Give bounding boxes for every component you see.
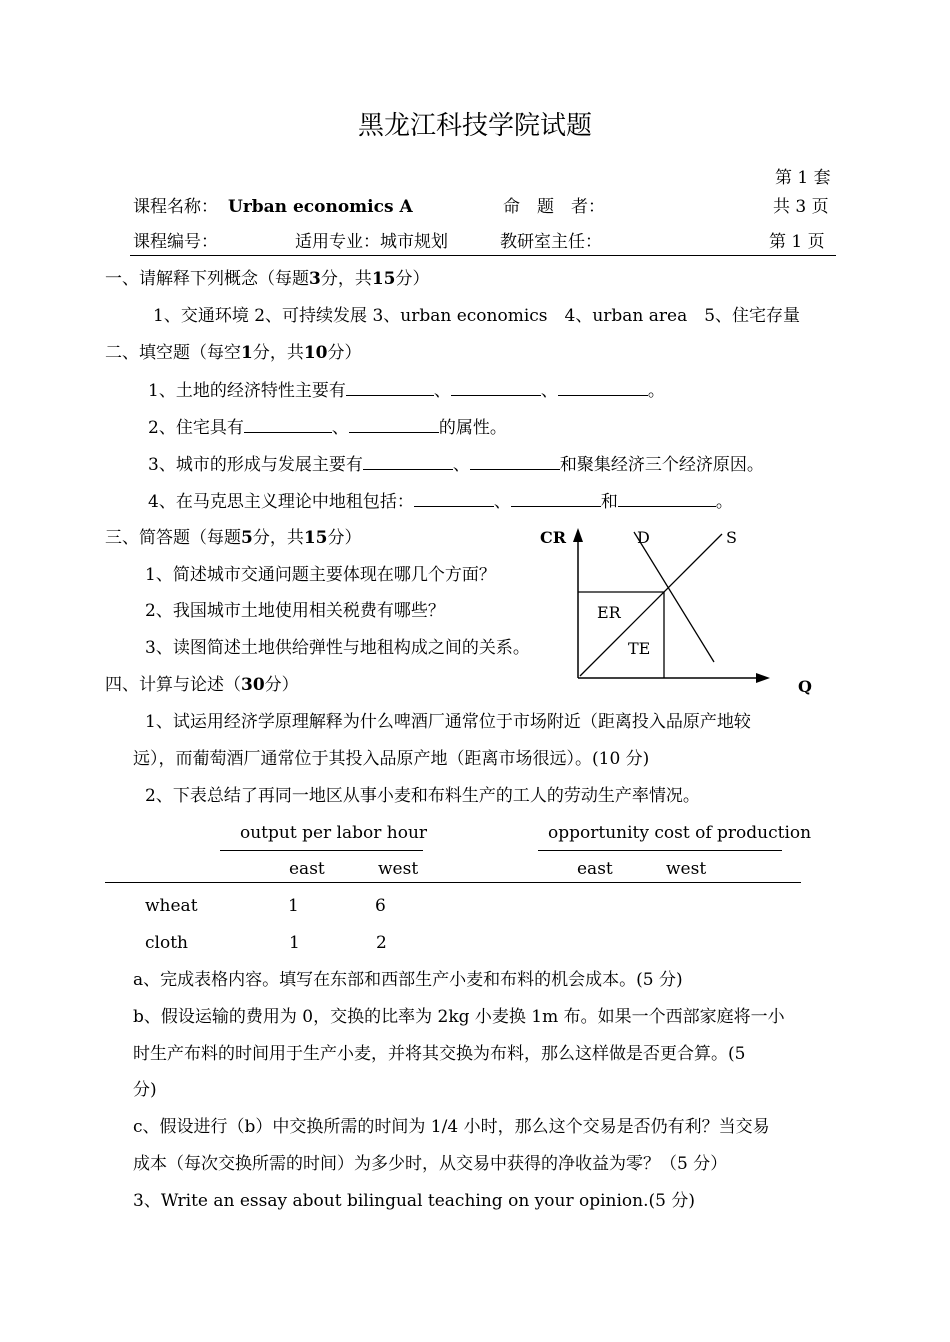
sub-question-c-line-2: 成本（每次交换所需的时间）为多少时，从交易中获得的净收益为零？（5 分） [133, 1154, 728, 1174]
x-axis-label: Q [798, 677, 812, 696]
section-3-heading: 三、简答题（每题5分，共15分） [105, 528, 362, 548]
table-subheader: east [289, 859, 325, 879]
section-4-heading: 四、计算与论述（30分） [105, 675, 299, 695]
sub-question-a: a、完成表格内容。填写在东部和西部生产小麦和布料的机会成本。(5 分) [133, 970, 683, 990]
y-axis-arrow [573, 528, 583, 542]
answer-blank[interactable] [470, 453, 560, 470]
answer-blank[interactable] [558, 379, 648, 396]
fill-question-3: 3、城市的形成与发展主要有 、 和聚集经济三个经济原因。 [148, 455, 764, 475]
essay-question-1-line-2: 远），而葡萄酒厂通常位于其投入品原产地（距离市场很远）。(10 分) [133, 749, 650, 769]
sub-question-b-line-3: 分) [133, 1080, 157, 1100]
table-cell: 1 [289, 933, 300, 953]
answer-blank[interactable] [363, 453, 453, 470]
header-divider [130, 255, 836, 256]
sub-question-c-line-1: c、假设进行（b）中交换所需的时间为 1/4 小时，那么这个交易是否仍有利？当交易 [133, 1117, 770, 1137]
answer-blank[interactable] [511, 490, 601, 507]
essay-question-3: 3、Write an essay about bilingual teaching on your opinion.(5 分) [133, 1191, 695, 1211]
short-question-1: 1、简述城市交通问题主要体现在哪几个方面？ [145, 565, 496, 585]
page-label: 第 1 页 [769, 232, 825, 252]
fill-question-1: 1、土地的经济特性主要有 、 、 。 [148, 381, 665, 401]
answer-blank[interactable] [346, 379, 434, 396]
essay-question-1-line-1: 1、试运用经济学原理解释为什么啤酒厂通常位于市场附近（距离投入品原产地较 [145, 712, 751, 732]
short-question-3: 3、读图简述土地供给弹性与地租构成之间的关系。 [145, 638, 530, 658]
table-subheader: east [577, 859, 613, 879]
director-label: 教研室主任： [500, 232, 602, 252]
group-underline [220, 850, 423, 851]
short-question-2: 2、我国城市土地使用相关税费有哪些？ [145, 601, 445, 621]
y-axis-label: CR [540, 528, 567, 547]
x-axis-arrow [756, 673, 770, 683]
table-header-rule [105, 882, 801, 883]
transfer-earnings-label: TE [628, 639, 651, 658]
section-1-heading: 一、请解释下列概念（每题3分，共15分） [105, 269, 430, 289]
table-subheader: west [666, 859, 707, 879]
table-cell: 6 [375, 896, 386, 916]
table-cell: 1 [288, 896, 299, 916]
sub-question-b-line-1: b、假设运输的费用为 0，交换的比率为 2kg 小麦换 1m 布。如果一个西部家庭将一小 [133, 1007, 785, 1027]
table-group-header: output per labor hour [240, 823, 428, 843]
course-name-value: Urban economics A [228, 197, 413, 217]
answer-blank[interactable] [451, 379, 541, 396]
total-pages: 共 3 页 [773, 197, 829, 217]
section-1-items: 1、交通环境 2、可持续发展 3、urban economics 4、urban area 5、住宅存量 [153, 306, 801, 326]
rent-diagram [530, 520, 830, 705]
economic-rent-label: ER [597, 603, 621, 622]
fill-question-2: 2、住宅具有 、 的属性。 [148, 418, 507, 438]
demand-label: D [637, 528, 650, 547]
table-row-label: wheat [145, 896, 198, 916]
sub-question-b-line-2: 时生产布料的时间用于生产小麦，并将其交换为布料，那么这样做是否更合算。(5 [133, 1044, 746, 1064]
table-group-header: opportunity cost of production [548, 823, 812, 843]
answer-blank[interactable] [244, 416, 332, 433]
major-label: 适用专业：城市规划 [295, 232, 448, 252]
essay-question-2: 2、下表总结了再同一地区从事小麦和布料生产的工人的劳动生产率情况。 [145, 786, 700, 806]
setter-label: 命 题 者： [503, 197, 605, 217]
course-name-label: 课程名称： [133, 197, 218, 217]
fill-question-4: 4、在马克思主义理论中地租包括： 、 和 。 [148, 492, 733, 512]
table-subheader: west [378, 859, 419, 879]
table-row-label: cloth [145, 933, 188, 953]
set-label: 第 1 套 [775, 168, 831, 188]
answer-blank[interactable] [618, 490, 716, 507]
answer-blank[interactable] [349, 416, 439, 433]
supply-label: S [726, 528, 737, 547]
page-title: 黑龙江科技学院试题 [357, 111, 592, 141]
table-cell: 2 [376, 933, 387, 953]
section-2-heading: 二、填空题（每空1分，共10分） [105, 343, 362, 363]
course-code-label: 课程编号： [133, 232, 218, 252]
group-underline [538, 850, 782, 851]
answer-blank[interactable] [414, 490, 494, 507]
